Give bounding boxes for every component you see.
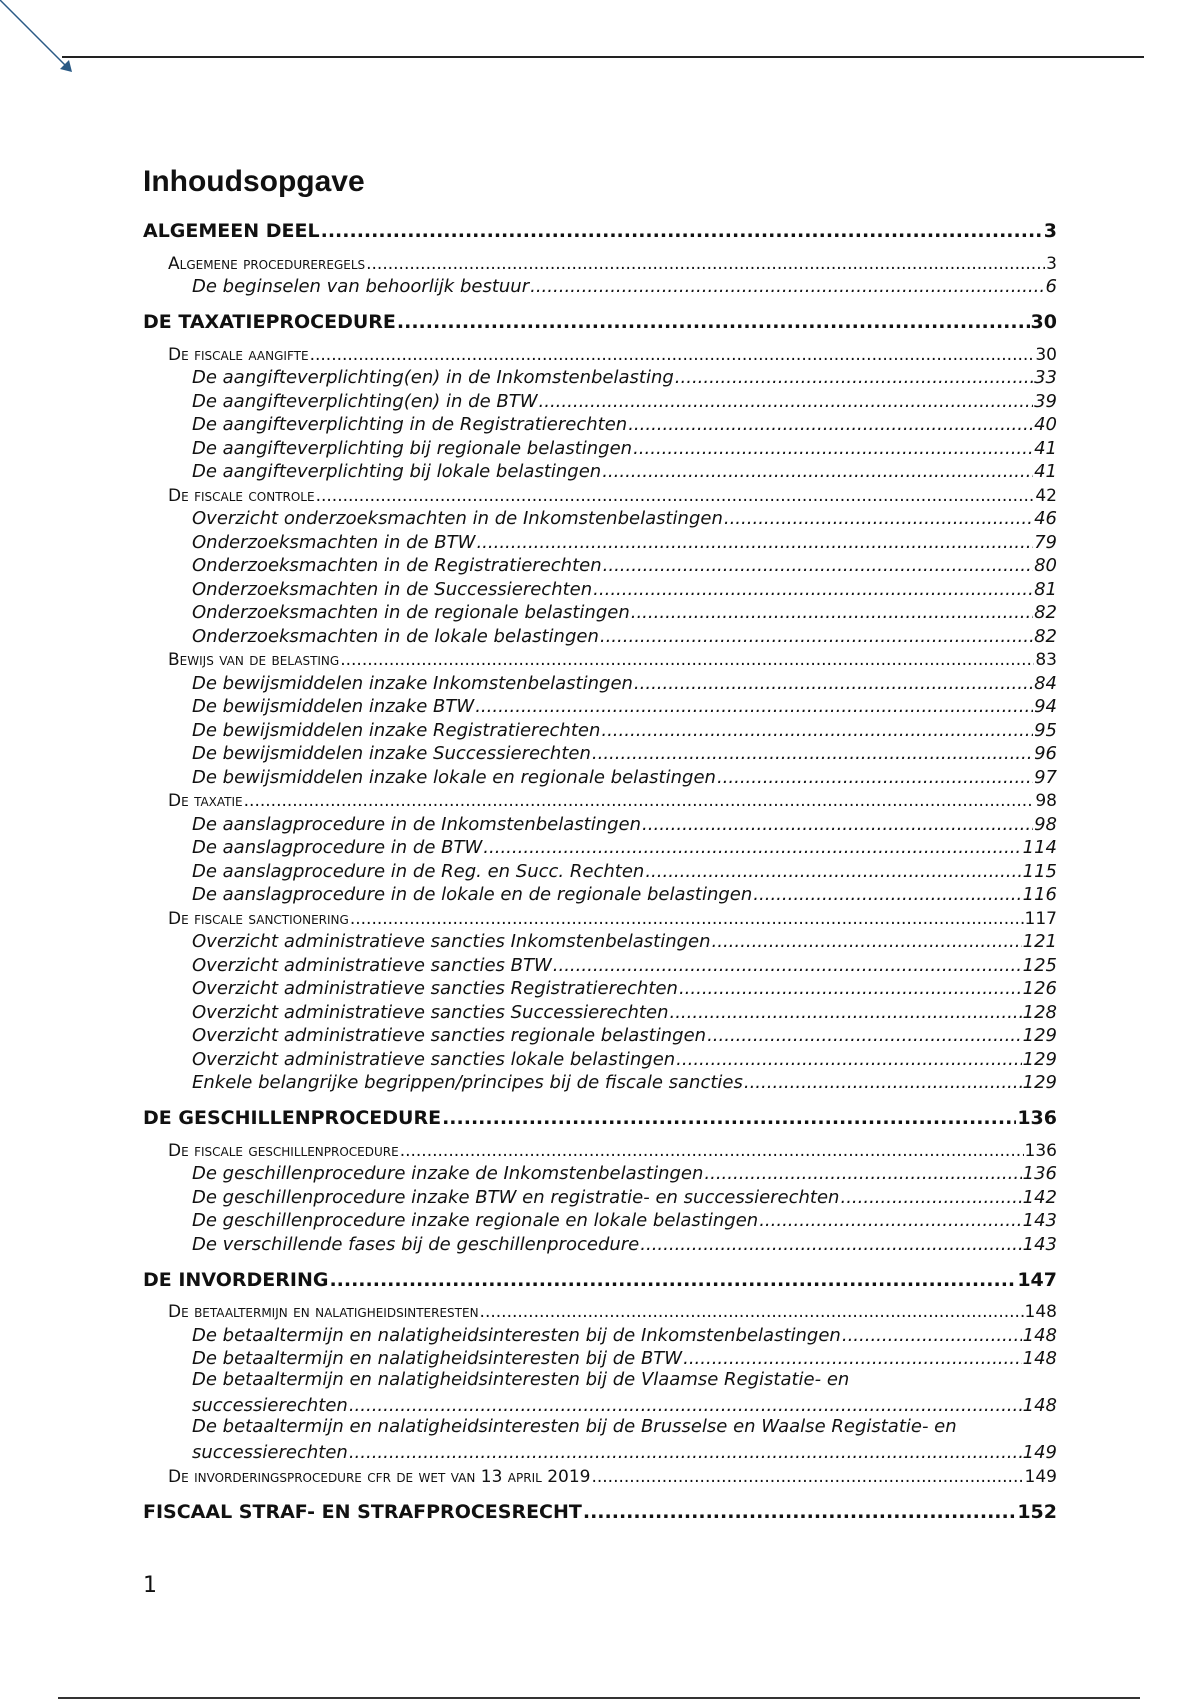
toc-title: De betaaltermijn en nalatigheidsinteresten [168, 1302, 479, 1322]
toc-page: 83 [1035, 650, 1057, 670]
toc-page: 136 [1024, 1140, 1057, 1161]
toc-page: 81 [1034, 578, 1057, 600]
toc-item[interactable] [143, 717, 1057, 741]
toc-page: 125 [1022, 954, 1057, 976]
toc-page: 41 [1034, 437, 1057, 459]
toc-item[interactable] [143, 1416, 1057, 1463]
toc-subsection[interactable] [143, 905, 1057, 929]
toc-title: De aangifteverplichting bij regionale belastingen [192, 437, 633, 459]
toc-page: 149 [1024, 1466, 1057, 1487]
corner-arrow-icon [0, 0, 80, 80]
toc-title: ALGEMEEN DEEL [143, 220, 320, 242]
toc-title: De fiscale aangifte [168, 344, 309, 365]
toc-item[interactable] [143, 1346, 1057, 1370]
toc-item[interactable] [143, 1369, 1057, 1416]
toc-item[interactable] [143, 435, 1057, 459]
toc-page: 142 [1022, 1186, 1057, 1208]
toc-page: 114 [1022, 837, 1057, 858]
page-number: 1 [143, 1573, 157, 1598]
toc-title: De fiscale geschillenprocedure [168, 1140, 399, 1161]
toc-item[interactable] [143, 741, 1057, 765]
toc-page: 129 [1022, 1048, 1057, 1070]
toc-page: 95 [1034, 719, 1057, 741]
toc-item[interactable] [143, 976, 1057, 1000]
toc-section[interactable] [143, 1493, 1057, 1523]
toc-title: De verschillende fases bij de geschillenprocedure [192, 1233, 640, 1255]
toc-item[interactable] [143, 1161, 1057, 1185]
toc-subsection[interactable] [143, 788, 1057, 812]
toc-item[interactable] [143, 529, 1057, 553]
toc-page: 117 [1024, 908, 1057, 929]
toc-page: 30 [1035, 344, 1057, 365]
toc-title: De invorderingsprocedure cfr de wet van 13 april 2019 [168, 1466, 591, 1487]
toc-page: 98 [1034, 813, 1057, 835]
toc-title: De fiscale controle [168, 485, 315, 506]
toc-page: 82 [1034, 602, 1057, 623]
toc-title: DE TAXATIEPROCEDURE [143, 311, 396, 333]
toc-item[interactable] [143, 274, 1057, 298]
toc-subsection[interactable] [143, 1463, 1057, 1487]
toc-title: De bewijsmiddelen inzake Successierechten [192, 743, 591, 764]
toc-item[interactable] [143, 576, 1057, 600]
toc-page: 39 [1034, 390, 1057, 412]
toc-page: 115 [1022, 860, 1057, 882]
toc-title: Overzicht administratieve sancties BTW [192, 954, 552, 976]
toc-title: De bewijsmiddelen inzake Registratierechten [192, 719, 601, 741]
toc-section[interactable] [143, 1099, 1057, 1129]
toc-page: 143 [1022, 1210, 1057, 1231]
toc-title: Overzicht administratieve sancties Registratierechten [192, 978, 678, 999]
toc-title: DE INVORDERING [143, 1268, 329, 1291]
toc-section[interactable] [143, 212, 1057, 242]
header-rule [62, 56, 1144, 58]
toc-title: Overzicht administratieve sancties regionale belastingen [192, 1025, 707, 1046]
toc-page: 148 [1022, 1348, 1057, 1369]
toc-title: Overzicht administratieve sancties lokale belastingen [192, 1048, 676, 1070]
toc-title: Onderzoeksmachten in de BTW [192, 531, 476, 553]
toc-page: 129 [1022, 1072, 1057, 1093]
toc-item[interactable] [143, 1070, 1057, 1094]
toc-page: 3 [1043, 220, 1057, 242]
table-of-contents [143, 212, 1057, 1523]
toc-page: 129 [1022, 1025, 1057, 1046]
toc-title: Onderzoeksmachten in de Registratierechten [192, 555, 602, 576]
toc-section[interactable] [143, 1261, 1057, 1291]
toc-item[interactable] [143, 811, 1057, 835]
toc-item[interactable] [143, 600, 1057, 624]
toc-page: 79 [1034, 531, 1057, 553]
toc-page: 149 [1022, 1442, 1057, 1463]
toc-page: 46 [1034, 508, 1057, 529]
toc-title: De aangifteverplichting bij lokale belastingen [192, 461, 602, 482]
toc-title: Algemene procedureregels [168, 253, 366, 274]
toc-page: 97 [1034, 766, 1057, 788]
toc-item[interactable] [143, 1208, 1057, 1232]
toc-item[interactable] [143, 952, 1057, 976]
toc-page: 128 [1022, 1001, 1057, 1023]
toc-title: Onderzoeksmachten in de regionale belastingen [192, 602, 630, 623]
toc-subsection[interactable] [143, 647, 1057, 671]
toc-item[interactable] [143, 835, 1057, 859]
toc-title: Enkele belangrijke begrippen/principes bij de fiscale sancties [192, 1072, 743, 1093]
toc-item[interactable] [143, 623, 1057, 647]
toc-page: 40 [1034, 414, 1057, 435]
toc-item[interactable] [143, 1023, 1057, 1047]
toc-title: Overzicht onderzoeksmachten in de Inkomstenbelastingen [192, 508, 723, 529]
toc-title-line: De betaaltermijn en nalatigheidsinteresten bij de Brusselse en Waalse Registatie- en [192, 1416, 957, 1437]
toc-page: 148 [1022, 1324, 1057, 1346]
toc-page: 84 [1034, 672, 1057, 694]
toc-subsection[interactable] [143, 1137, 1057, 1161]
toc-page: 41 [1034, 461, 1057, 482]
toc-title: De aangifteverplichting(en) in de BTW [192, 390, 538, 412]
toc-item[interactable] [143, 882, 1057, 906]
toc-title: De geschillenprocedure inzake BTW en registratie- en successierechten [192, 1186, 840, 1208]
toc-page: 148 [1024, 1302, 1057, 1322]
toc-item[interactable] [143, 553, 1057, 577]
toc-title: Onderzoeksmachten in de lokale belastingen [192, 625, 599, 647]
toc-title: De bewijsmiddelen inzake lokale en regionale belastingen [192, 766, 716, 788]
toc-page: 116 [1022, 884, 1057, 905]
footer-rule [58, 1697, 1140, 1699]
toc-page: 6 [1045, 276, 1057, 297]
toc-page: 148 [1022, 1395, 1057, 1416]
toc-title: De aangifteverplichting(en) in de Inkomstenbelasting [192, 367, 674, 388]
toc-section[interactable] [143, 303, 1057, 333]
toc-title: Bewijs van de belasting [168, 650, 340, 670]
toc-item[interactable] [143, 1322, 1057, 1346]
toc-title: De aanslagprocedure in de lokale en de regionale belastingen [192, 884, 753, 905]
toc-title: De geschillenprocedure inzake de Inkomstenbelastingen [192, 1163, 704, 1184]
toc-page: 152 [1017, 1500, 1057, 1523]
toc-page: 80 [1034, 555, 1057, 576]
toc-page: 94 [1034, 696, 1057, 717]
toc-title: De beginselen van behoorlijk bestuur [192, 276, 530, 297]
toc-item[interactable] [143, 929, 1057, 953]
toc-item[interactable] [143, 764, 1057, 788]
toc-title: successierechten [192, 1395, 348, 1416]
toc-title: De betaaltermijn en nalatigheidsinteresten bij de BTW [192, 1348, 683, 1369]
toc-page: 96 [1034, 743, 1057, 764]
toc-item[interactable] [143, 365, 1057, 389]
toc-title: De bewijsmiddelen inzake BTW [192, 696, 475, 717]
toc-page: 3 [1046, 253, 1057, 274]
toc-subsection[interactable] [143, 341, 1057, 365]
toc-item[interactable] [143, 459, 1057, 483]
toc-title: Overzicht administratieve sancties Inkomstenbelastingen [192, 931, 711, 952]
toc-item[interactable] [143, 1046, 1057, 1070]
toc-page: 98 [1035, 791, 1057, 811]
toc-title: De aanslagprocedure in de Inkomstenbelastingen [192, 813, 642, 835]
toc-title: successierechten [192, 1442, 348, 1463]
toc-subsection[interactable] [143, 482, 1057, 506]
toc-page: 82 [1034, 625, 1057, 647]
toc-title: De aanslagprocedure in de Reg. en Succ. Rechten [192, 860, 645, 882]
toc-subsection[interactable] [143, 1299, 1057, 1323]
toc-title: FISCAAL STRAF- EN STRAFPROCESRECHT [143, 1500, 582, 1523]
toc-item[interactable] [143, 1231, 1057, 1255]
toc-page: 33 [1034, 367, 1057, 388]
toc-title-line: De betaaltermijn en nalatigheidsinteresten bij de Vlaamse Registatie- en [192, 1369, 850, 1390]
toc-title: De taxatie [168, 791, 243, 811]
toc-title: Overzicht administratieve sancties Successierechten [192, 1001, 669, 1023]
toc-title: De betaaltermijn en nalatigheidsinteresten bij de Inkomstenbelastingen [192, 1324, 841, 1346]
toc-title: De aanslagprocedure in de BTW [192, 837, 483, 858]
toc-item[interactable] [143, 670, 1057, 694]
toc-page: 147 [1017, 1268, 1057, 1291]
toc-item[interactable] [143, 999, 1057, 1023]
toc-title: De fiscale sanctionering [168, 908, 349, 929]
toc-page: 143 [1022, 1233, 1057, 1255]
toc-item[interactable] [143, 858, 1057, 882]
toc-title: DE GESCHILLENPROCEDURE [143, 1107, 442, 1129]
toc-page: 136 [1017, 1107, 1057, 1129]
toc-title: Onderzoeksmachten in de Successierechten [192, 578, 593, 600]
toc-item[interactable] [143, 412, 1057, 436]
toc-title: De aangifteverplichting in de Registratierechten [192, 414, 628, 435]
toc-title: De bewijsmiddelen inzake Inkomstenbelastingen [192, 672, 633, 694]
toc-item[interactable] [143, 506, 1057, 530]
toc-item[interactable] [143, 388, 1057, 412]
toc-item[interactable] [143, 1184, 1057, 1208]
toc-title: De geschillenprocedure inzake regionale en lokale belastingen [192, 1210, 759, 1231]
toc-item[interactable] [143, 694, 1057, 718]
toc-page: 42 [1035, 485, 1057, 506]
toc-subsection[interactable] [143, 250, 1057, 274]
page-title: Inhoudsopgave [143, 165, 365, 198]
toc-page: 136 [1022, 1163, 1057, 1184]
toc-page: 121 [1022, 931, 1057, 952]
toc-page: 30 [1030, 311, 1057, 333]
toc-page: 126 [1022, 978, 1057, 999]
